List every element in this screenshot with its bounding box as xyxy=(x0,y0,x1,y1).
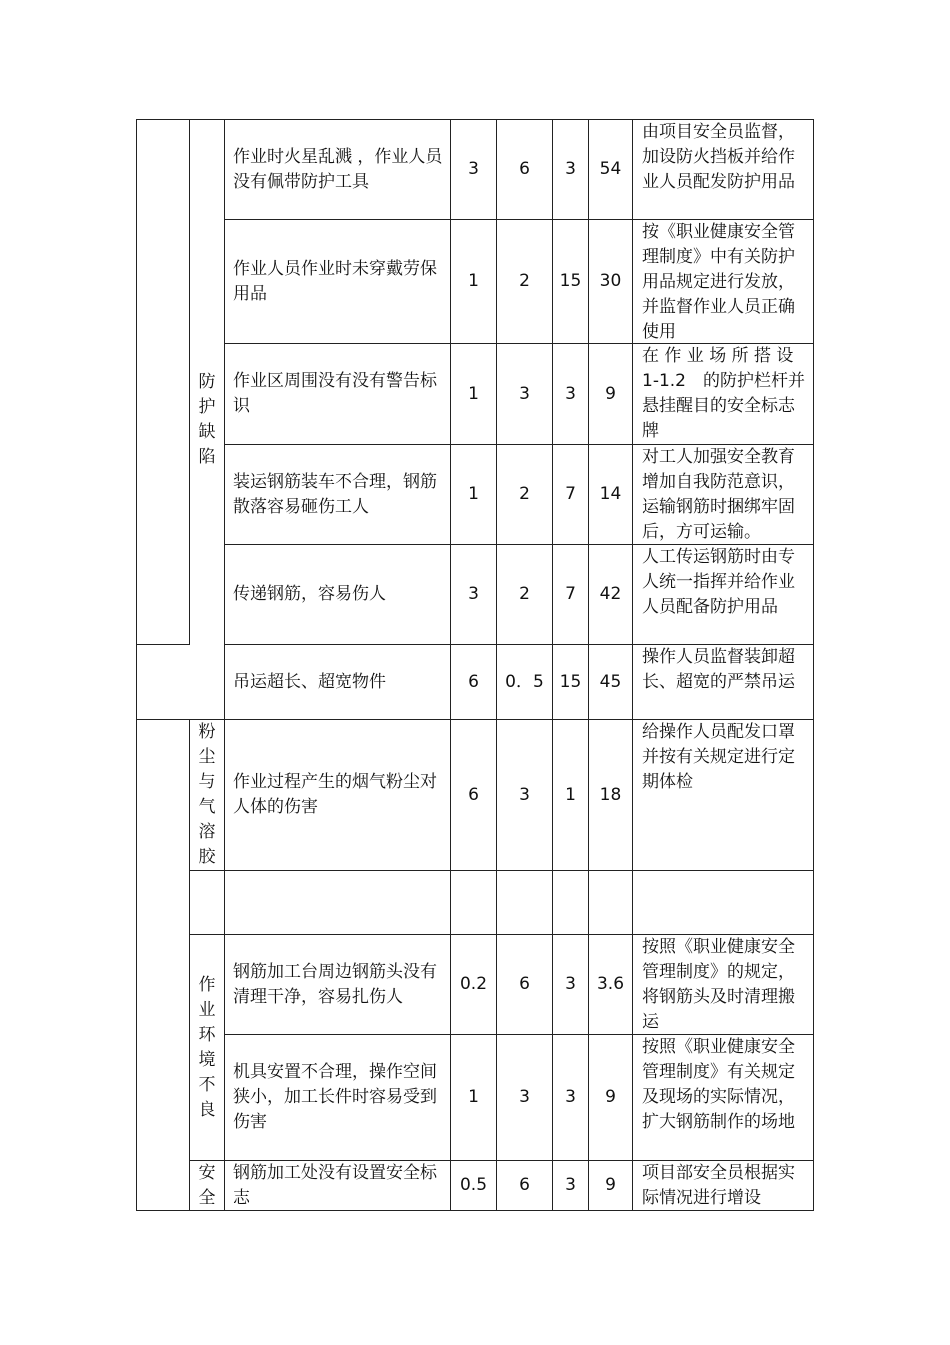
likelihood-value: 6 xyxy=(468,784,479,805)
risk-score-value: 3.6 xyxy=(596,974,625,994)
hazard-description: 机具安置不合理，操作空间狭小，加工长件时容易受到伤害 xyxy=(233,1062,437,1132)
control-measure: 由项目安全员监督，加设防火挡板并给作业人员配发防护用品 xyxy=(642,122,795,192)
risk-score-value: 30 xyxy=(599,271,622,291)
exposure-value: 6 xyxy=(519,159,530,179)
risk-score-value: 9 xyxy=(605,383,616,404)
hazard-description: 钢筋加工台周边钢筋头没有清理干净，容易扎伤人 xyxy=(233,961,437,1007)
likelihood-value: 0.2 xyxy=(459,974,488,994)
likelihood-value: 1 xyxy=(468,1087,479,1107)
category-dust-aerosol xyxy=(190,720,224,870)
risk-score-value: 9 xyxy=(605,1087,616,1107)
category-label: 作业环境不良 xyxy=(198,974,216,1120)
consequence-value: 1 xyxy=(565,784,576,805)
likelihood-value: 3 xyxy=(468,584,479,604)
hazard-description: 作业时火星乱溅 ，作业人员没有佩带防护工具 xyxy=(233,146,443,192)
consequence-value: 3 xyxy=(565,1175,576,1195)
risk-score-value: 42 xyxy=(599,584,622,604)
table-rule xyxy=(136,119,137,1211)
hazard-description: 作业人员作业时未穿戴劳保用品 xyxy=(233,258,437,304)
exposure-value: 0．5 xyxy=(505,671,544,692)
exposure-value: 3 xyxy=(519,1087,530,1107)
exposure-value: 3 xyxy=(519,383,530,404)
likelihood-value: 1 xyxy=(468,383,479,404)
exposure-value: 6 xyxy=(519,1175,530,1195)
exposure-value: 2 xyxy=(519,584,530,604)
category-protective-defect xyxy=(190,120,224,719)
control-measure: 人工传运钢筋时由专人统一指挥并给作业人员配备防护用品 xyxy=(642,547,795,617)
hazard-description: 作业过程产生的烟气粉尘对人体的伤害 xyxy=(233,772,437,817)
consequence-value: 15 xyxy=(559,671,582,692)
consequence-value: 3 xyxy=(565,383,576,404)
control-measure xyxy=(633,871,813,934)
risk-score-value: 45 xyxy=(599,671,622,692)
risk-score-value: 54 xyxy=(599,159,622,179)
exposure-value: 6 xyxy=(519,974,530,994)
hazard-description xyxy=(225,871,450,934)
hazard-description: 装运钢筋装车不合理，钢筋散落容易砸伤工人 xyxy=(233,471,437,517)
likelihood-value: 6 xyxy=(468,671,479,692)
consequence-value: 3 xyxy=(565,974,576,994)
hazard-description: 作业区周围没有没有警告标识 xyxy=(233,371,437,416)
exposure-value: 2 xyxy=(519,484,530,504)
risk-score-value: 14 xyxy=(599,484,622,504)
control-measure: 按照《职业健康安全管理制度》的规定，将钢筋头及时清理搬运 xyxy=(642,937,795,1032)
likelihood-value: 1 xyxy=(468,271,479,291)
control-measure: 在 作 业 场 所 搭 设 1-1.2 的防护栏杆并悬挂醒目的安全标志牌 xyxy=(642,346,805,441)
control-measure: 操作人员监督装卸超长、超宽的严禁吊运 xyxy=(642,647,795,692)
consequence-value: 15 xyxy=(559,271,582,291)
exposure-value: 2 xyxy=(519,271,530,291)
exposure-value: 3 xyxy=(519,784,530,805)
consequence-value: 7 xyxy=(565,584,576,604)
control-measure: 按照《职业健康安全管理制度》有关规定及现场的实际情况，扩大钢筋制作的场地 xyxy=(642,1037,795,1132)
hazard-description: 传递钢筋，容易伤人 xyxy=(233,584,386,604)
control-measure: 对工人加强安全教育增加自我防范意识，运输钢筋时捆绑牢固后，方可运输。 xyxy=(642,447,795,542)
category-bad-environment xyxy=(190,935,224,1160)
category-label: 防护缺陷 xyxy=(198,371,216,467)
risk-score-value: 9 xyxy=(605,1175,616,1195)
likelihood-value: 0.5 xyxy=(459,1175,488,1195)
hazard-description: 吊运超长、超宽物件 xyxy=(233,671,386,692)
risk-score-value: 18 xyxy=(599,784,622,805)
control-measure: 项目部安全员根据实际情况进行增设 xyxy=(642,1163,795,1208)
consequence-value: 3 xyxy=(565,159,576,179)
likelihood-value: 3 xyxy=(468,159,479,179)
control-measure: 按《职业健康安全管理制度》中有关防护用品规定进行发放，并监督作业人员正确使用 xyxy=(642,222,795,342)
table-rule xyxy=(813,119,814,1211)
consequence-value: 7 xyxy=(565,484,576,504)
control-measure: 给操作人员配发口罩并按有关规定进行定期体检 xyxy=(642,722,795,792)
likelihood-value: 1 xyxy=(468,484,479,504)
consequence-value: 3 xyxy=(565,1087,576,1107)
hazard-description: 钢筋加工处没有设置安全标志 xyxy=(233,1162,437,1208)
category-safety xyxy=(190,1161,224,1210)
category-label: 安全 xyxy=(198,1163,216,1208)
table-rule xyxy=(137,644,190,645)
category-label: 粉尘与气溶胶 xyxy=(198,722,216,867)
